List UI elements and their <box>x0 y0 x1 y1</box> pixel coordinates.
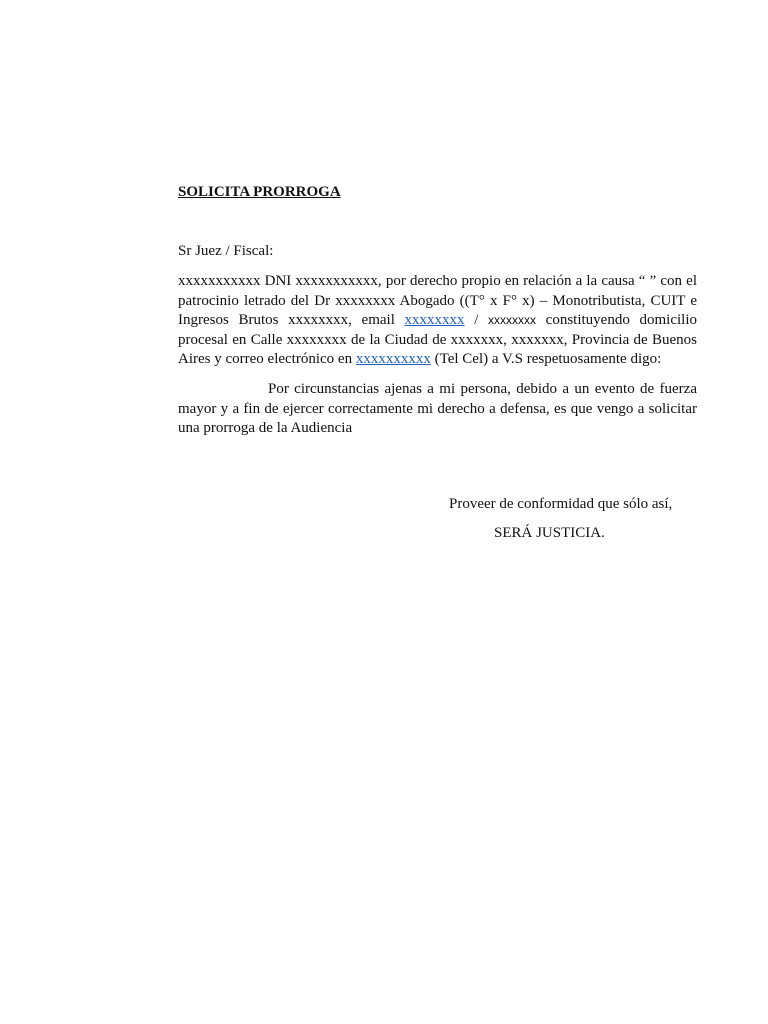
email-link[interactable]: xxxxxxxx <box>404 312 465 329</box>
document-title: SOLICITA PRORROGA <box>178 184 341 200</box>
paragraph-identification <box>178 272 697 369</box>
paragraph-identification-text-3: (Tel Cel) a V.S respetuosamente digo: <box>430 351 662 368</box>
paragraph-request-text: Por circunstancias ajenas a mi persona, debido a un evento de fuerza mayor y a fin de ejercer correctamente mi derecho a defensa, es que vengo a solicitar una prorroga de la Audiencia <box>178 381 697 437</box>
paragraph-identification-text-2: constituyendo domicilio procesal en Calle xxxxxxxx de la Ciudad de xxxxxxx, xxxxxxx, Provincia de Buenos Aires y correo electrónico en <box>178 312 697 368</box>
small-text: xxxxxxxx <box>488 313 537 328</box>
closing-line-2: SERÁ JUSTICIA. <box>494 525 605 541</box>
paragraph-request <box>178 380 697 438</box>
document-body <box>178 183 697 439</box>
salutation: Sr Juez / Fiscal: <box>178 243 274 259</box>
electronic-mail-link[interactable]: xxxxxxxxxx <box>355 351 431 368</box>
paragraph-identification-text-1: xxxxxxxxxxx DNI xxxxxxxxxxx, por derecho propio en relación a la causa “ ” con el patrocinio letrado del Dr xxxxxxxx Abogado ((T° x F° x) – Monotributista, CUIT e Ingresos Brutos xxxxxxxx, email <box>178 273 697 329</box>
closing-line-1: Proveer de conformidad que sólo así, <box>449 496 673 512</box>
separator: / <box>464 312 489 329</box>
